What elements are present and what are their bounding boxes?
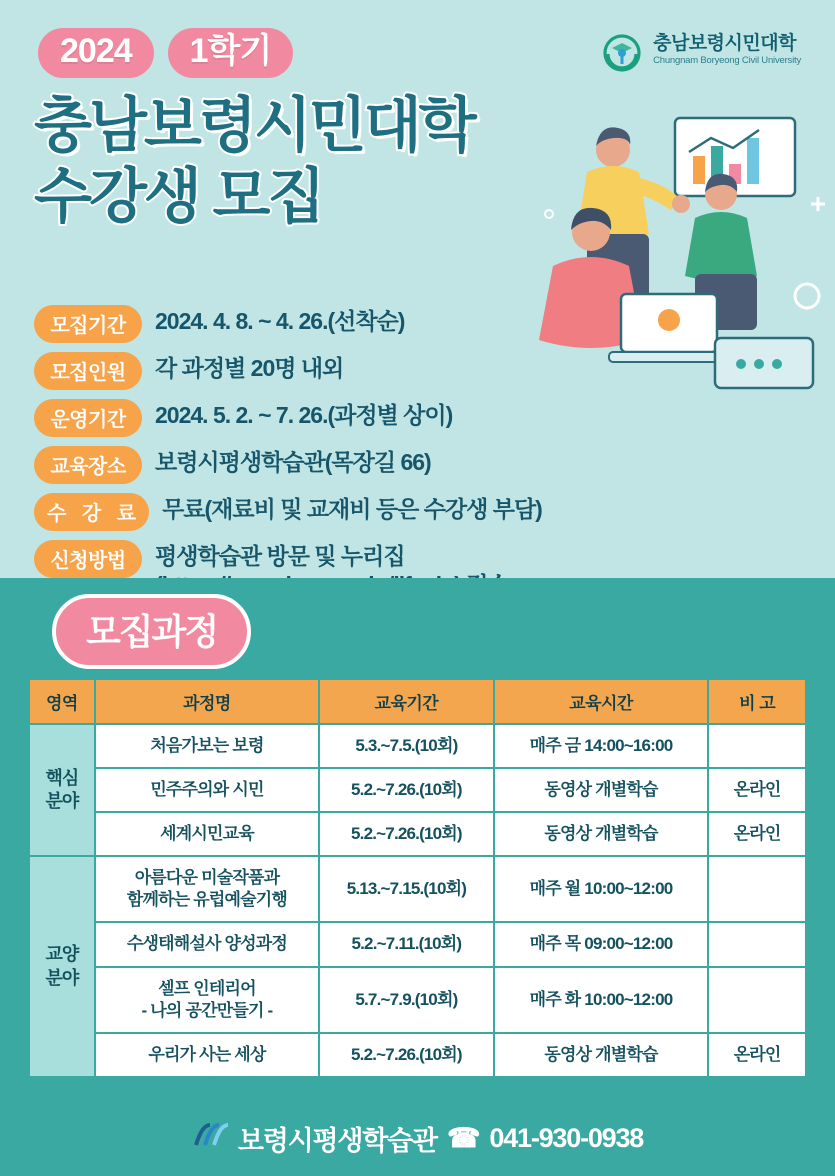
term-badge: 1학기 xyxy=(168,28,294,78)
info-row xyxy=(34,399,542,437)
course-time-cell: 동영상 개별학습 xyxy=(494,768,709,812)
area-cell: 핵심 분야 xyxy=(29,724,95,856)
course-note-cell xyxy=(708,724,806,768)
course-time-cell: 매주 금 14:00~16:00 xyxy=(494,724,709,768)
table-row xyxy=(29,812,806,856)
info-label: 수 강 료 xyxy=(34,493,149,531)
page-title xyxy=(34,92,474,230)
course-period-cell: 5.2.~7.26.(10회) xyxy=(319,812,494,856)
table-row xyxy=(29,967,806,1033)
area-cell: 교양 분야 xyxy=(29,856,95,1077)
course-name-cell: 아름다운 미술작품과 함께하는 유럽예술기행 xyxy=(95,856,319,922)
course-period-cell: 5.7.~7.9.(10회) xyxy=(319,967,494,1033)
table-row xyxy=(29,724,806,768)
table-row xyxy=(29,856,806,922)
courses-section xyxy=(0,578,835,1176)
poster-header-section xyxy=(0,0,835,578)
info-label: 신청방법 xyxy=(34,540,142,578)
column-header-area: 영역 xyxy=(29,679,95,724)
brand-name-kr: 충남보령시민대학 xyxy=(653,32,796,54)
course-period-cell: 5.2.~7.11.(10회) xyxy=(319,922,494,966)
table-row xyxy=(29,1033,806,1077)
course-time-cell: 매주 목 09:00~12:00 xyxy=(494,922,709,966)
info-value: 보령시평생학습관(목장길 66) xyxy=(155,449,431,475)
course-time-cell: 동영상 개별학습 xyxy=(494,1033,709,1077)
course-name-cell: 수생태해설사 양성과정 xyxy=(95,922,319,966)
courses-table xyxy=(28,678,807,1078)
footer-contact xyxy=(0,1119,835,1158)
table-row xyxy=(29,768,806,812)
course-period-cell: 5.13.~7.15.(10회) xyxy=(319,856,494,922)
column-header-time: 교육시간 xyxy=(494,679,709,724)
course-name-cell: 민주주의와 시민 xyxy=(95,768,319,812)
brand-logo-block xyxy=(600,28,801,72)
title-line-1: 충남보령시민대학 xyxy=(34,92,474,159)
course-time-cell: 동영상 개별학습 xyxy=(494,812,709,856)
info-list xyxy=(34,305,542,610)
course-name-cell: 처음가보는 보령 xyxy=(95,724,319,768)
info-label: 운영기간 xyxy=(34,399,142,437)
section-heading: 모집과정 xyxy=(52,594,251,669)
info-label: 모집기간 xyxy=(34,305,142,343)
course-note-cell xyxy=(708,967,806,1033)
column-header-note: 비 고 xyxy=(708,679,806,724)
course-name-cell: 세계시민교육 xyxy=(95,812,319,856)
wave-lines-icon xyxy=(192,1123,228,1154)
course-note-cell: 온라인 xyxy=(708,812,806,856)
course-note-cell xyxy=(708,922,806,966)
info-value: 각 과정별 20명 내외 xyxy=(155,355,344,381)
info-label: 모집인원 xyxy=(34,352,142,390)
info-row xyxy=(34,305,542,343)
course-period-cell: 5.2.~7.26.(10회) xyxy=(319,1033,494,1077)
brand-name-en: Chungnam Boryeong Civil University xyxy=(653,55,801,67)
info-row xyxy=(34,352,542,390)
info-value[interactable]: 평생학습관 방문 및 누리집 xyxy=(155,543,405,569)
footer-phone: 041-930-0938 xyxy=(489,1123,644,1153)
course-period-cell: 5.3.~7.5.(10회) xyxy=(319,724,494,768)
course-name-cell: 셀프 인테리어 - 나의 공간만들기 - xyxy=(95,967,319,1033)
course-note-cell: 온라인 xyxy=(708,1033,806,1077)
people-illustration xyxy=(525,108,825,408)
footer-organization: 보령시평생학습관 xyxy=(237,1126,437,1156)
column-header-course: 과정명 xyxy=(95,679,319,724)
info-row xyxy=(34,446,542,484)
year-badge: 2024 xyxy=(38,28,154,78)
course-time-cell: 매주 화 10:00~12:00 xyxy=(494,967,709,1033)
course-note-cell xyxy=(708,856,806,922)
course-time-cell: 매주 월 10:00~12:00 xyxy=(494,856,709,922)
info-value: 2024. 5. 2. ~ 7. 26.(과정별 상이) xyxy=(155,402,453,428)
course-period-cell: 5.2.~7.26.(10회) xyxy=(319,768,494,812)
table-row xyxy=(29,922,806,966)
info-value: 2024. 4. 8. ~ 4. 26.(선착순) xyxy=(155,308,405,334)
table-header-row xyxy=(29,679,806,724)
course-note-cell: 온라인 xyxy=(708,768,806,812)
telephone-icon: ☎ xyxy=(446,1123,480,1153)
title-line-2: 수강생 모집 xyxy=(34,163,323,231)
info-row xyxy=(34,493,542,531)
info-value: 무료(재료비 및 교재비 등은 수강생 부담) xyxy=(162,496,542,522)
course-name-cell: 우리가 사는 세상 xyxy=(95,1033,319,1077)
badge-row xyxy=(38,28,293,78)
graduation-cap-icon xyxy=(600,28,644,72)
info-label: 교육장소 xyxy=(34,446,142,484)
column-header-period: 교육기간 xyxy=(319,679,494,724)
